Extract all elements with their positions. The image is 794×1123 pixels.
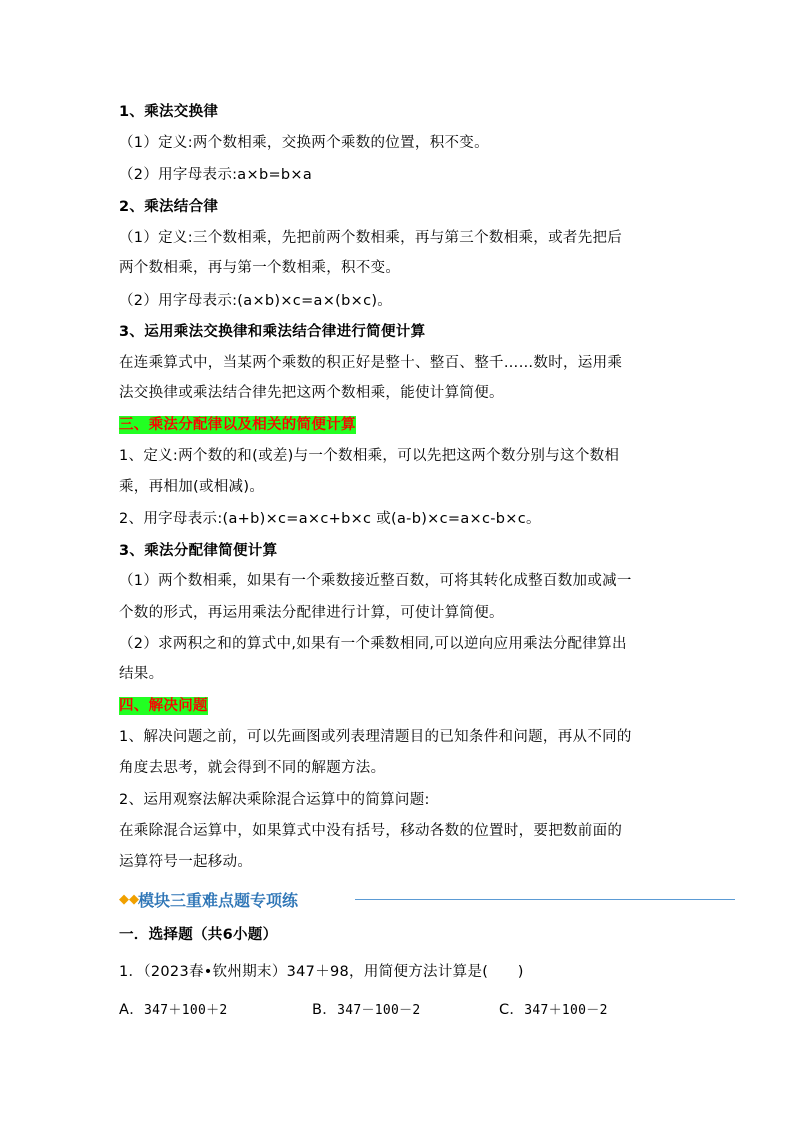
text-line: （1）定义:三个数相乘，先把前两个数相乘，再与第三个数相乘，或者先把后 <box>119 230 623 246</box>
highlighted-heading-text: 三、乘法分配律以及相关的简便计算 <box>119 417 356 433</box>
text-line: （2）用字母表示:a×b=b×a <box>119 167 313 183</box>
text-line: 2、用字母表示:(a+b)×c=a×c+b×c 或(a-b)×c=a×c-b×c。 <box>119 511 541 527</box>
heading-simplified-calculation: 3、运用乘法交换律和乘法结合律进行简便计算 <box>119 324 426 340</box>
text-line: （2）求两积之和的算式中,如果有一个乘数相同,可以逆向应用乘法分配律算出 <box>119 636 627 652</box>
text-line: （1）定义:两个数相乘，交换两个乘数的位置，积不变。 <box>119 135 489 151</box>
text-line: （2）用字母表示:(a×b)×c=a×(b×c)。 <box>119 293 393 309</box>
text-line: 个数的形式，再运用乘法分配律进行计算，可使计算简便。 <box>119 605 504 621</box>
section-heading-problem-solving <box>119 696 208 716</box>
section-divider <box>355 899 735 900</box>
option-label: A． <box>119 1002 145 1018</box>
text-line: 两个数相乘，再与第一个数相乘，积不变。 <box>119 260 401 276</box>
text-line: 2、运用观察法解决乘除混合运算中的简算问题: <box>119 792 430 808</box>
option-a <box>119 1000 228 1021</box>
module-title: 模块三重难点题专项练 <box>138 891 299 910</box>
option-label: B． <box>312 1002 338 1018</box>
text-line: 1、定义:两个数的和(或差)与一个数相乘，可以先把这两个数分别与这个数相 <box>119 448 620 464</box>
quiz-question: 1．（2023春•钦州期末）347＋98，用简便方法计算是( ) <box>119 964 524 980</box>
option-b <box>312 1000 421 1021</box>
quiz-heading: 一．选择题（共6小题） <box>119 927 278 943</box>
text-line: 1、解决问题之前，可以先画图或列表理清题目的已知条件和问题，再从不同的 <box>119 729 632 745</box>
heading-multiplication-associative: 2、乘法结合律 <box>119 199 219 215</box>
option-value: 347＋100＋2 <box>144 1003 228 1018</box>
text-line: 在乘除混合运算中，如果算式中没有括号，移动各数的位置时，要把数前面的 <box>119 823 623 839</box>
heading-distributive-simplification: 3、乘法分配律简便计算 <box>119 543 278 559</box>
text-line: 结果。 <box>119 666 164 682</box>
double-diamond-icon: ◆◆ <box>119 892 139 907</box>
option-value: 347＋100－2 <box>524 1003 608 1018</box>
text-line: 角度去思考，就会得到不同的解题方法。 <box>119 760 386 776</box>
heading-multiplication-commutative: 1、乘法交换律 <box>119 104 219 120</box>
text-line: 在连乘算式中，当某两个乘数的积正好是整十、整百、整千……数时，运用乘 <box>119 355 623 371</box>
module-section-header <box>119 888 619 912</box>
section-heading-distributive <box>119 415 356 435</box>
option-c <box>499 1000 608 1021</box>
option-label: C． <box>499 1002 525 1018</box>
text-line: 运算符号一起移动。 <box>119 854 253 870</box>
text-line: （1）两个数相乘，如果有一个乘数接近整百数，可将其转化成整百数加或减一 <box>119 573 632 589</box>
text-line: 法交换律或乘法结合律先把这两个数相乘，能使计算简便。 <box>119 385 504 401</box>
highlighted-heading-text: 四、解决问题 <box>119 698 208 714</box>
text-line: 乘，再相加(或相减)。 <box>119 479 265 495</box>
option-value: 347－100－2 <box>337 1003 421 1018</box>
